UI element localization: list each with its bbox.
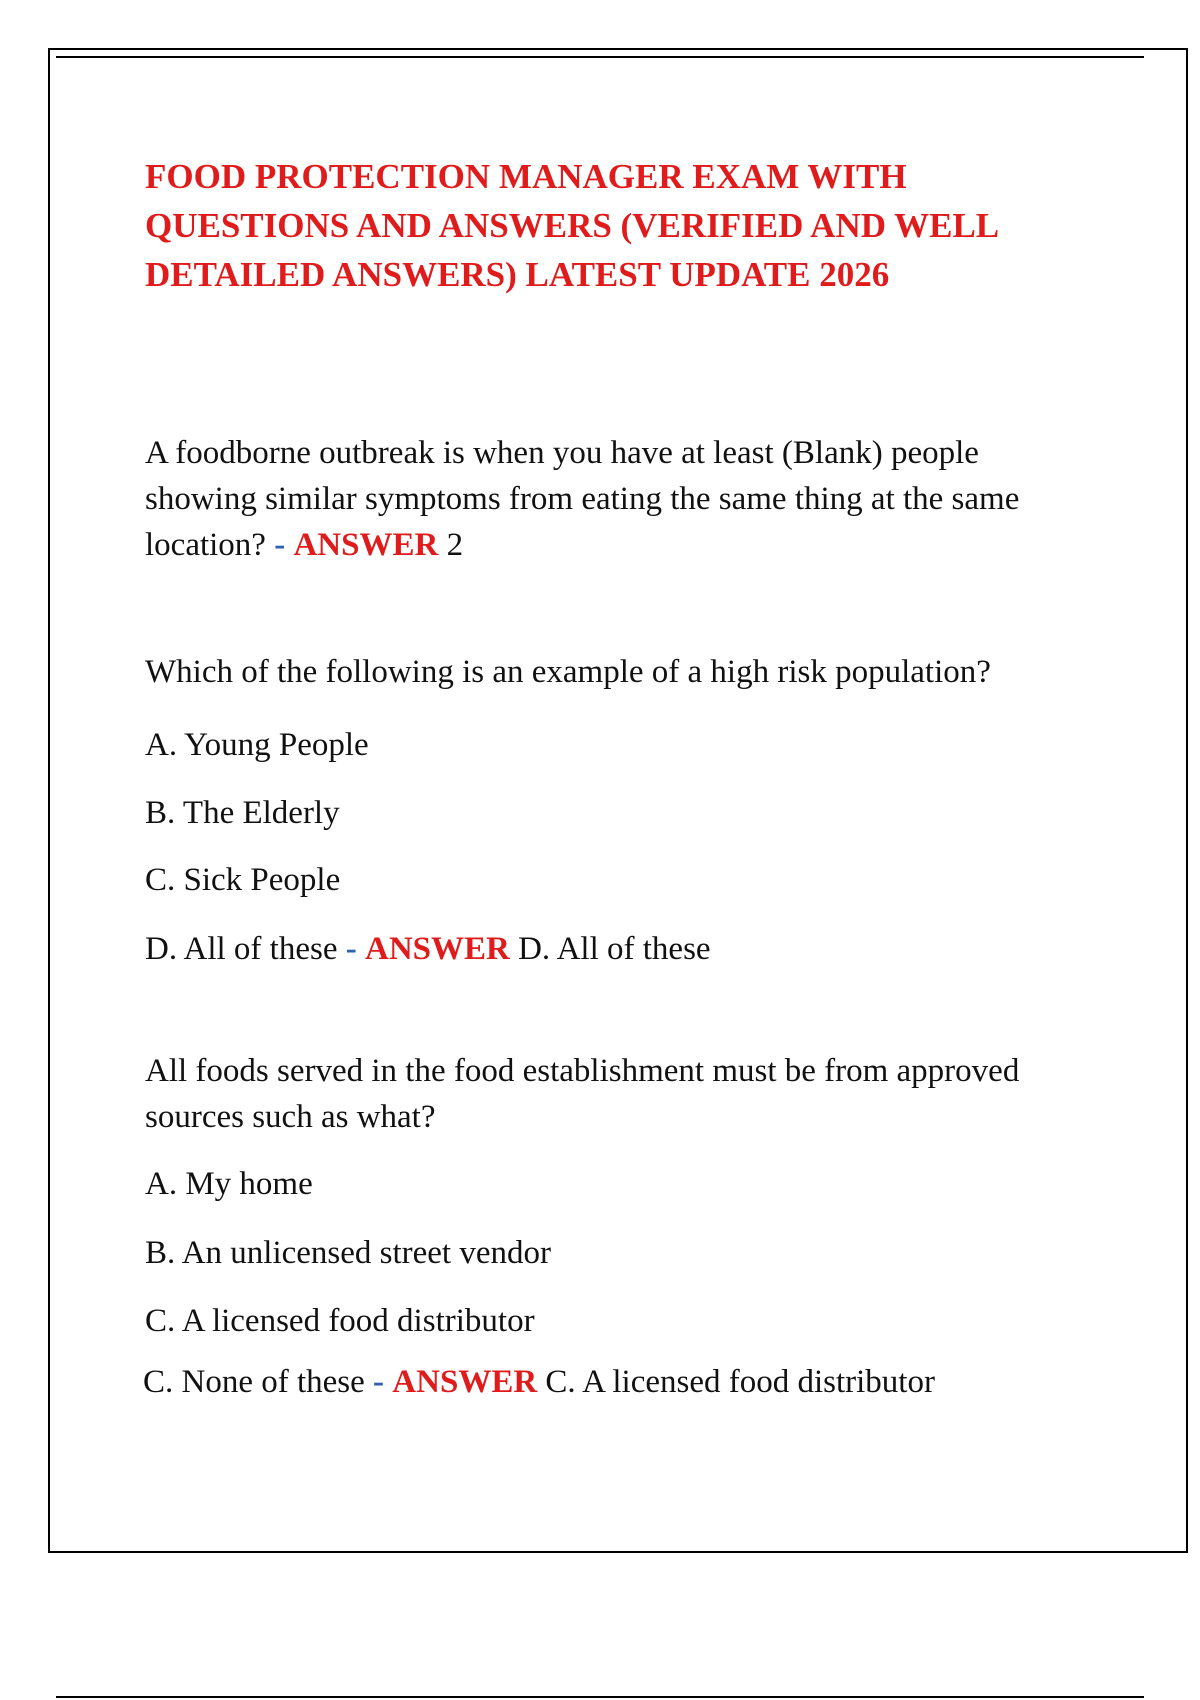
question-3-option-a: A. My home [145, 1166, 313, 1202]
answer-label: ANSWER [293, 527, 439, 563]
question-2-option-b: B. The Elderly [145, 795, 340, 831]
document-title: FOOD PROTECTION MANAGER EXAM WITH QUESTIONS AND ANSWERS (VERIFIED AND WELL DETAILED ANSWERS) LATEST UPDATE 2026 [145, 157, 998, 294]
question-2-option-a: A. Young People [145, 727, 369, 763]
top-rule [56, 56, 1144, 58]
question-1 [145, 430, 1085, 568]
bottom-rule [56, 1696, 1144, 1698]
question-3-option-c: C. A licensed food distributor [145, 1303, 535, 1339]
answer-label: ANSWER [364, 931, 510, 967]
answer-separator: - [373, 1364, 385, 1400]
answer-separator: - [274, 527, 286, 563]
question-2-answer: D. All of these [518, 931, 711, 967]
question-3-answer: C. A licensed food distributor [545, 1364, 935, 1400]
question-3-text: All foods served in the food establishment must be from approved sources such as what? [145, 1053, 1020, 1135]
question-2-text: Which of the following is an example of a high risk population? [145, 654, 991, 690]
question-2-option-d-text: D. All of these [145, 931, 338, 967]
question-3-option-d-text: C. None of these [143, 1364, 365, 1400]
question-2-option-d [145, 926, 711, 972]
question-1-text: A foodborne outbreak is when you have at least (Blank) people showing similar symptoms from eating the same thing at the same location? [145, 435, 1020, 563]
answer-label: ANSWER [392, 1364, 538, 1400]
answer-separator: - [345, 931, 357, 967]
question-1-answer: 2 [446, 527, 464, 563]
question-2-option-c: C. Sick People [145, 862, 341, 898]
question-3-option-b: B. An unlicensed street vendor [145, 1235, 551, 1271]
question-3-option-d [143, 1359, 935, 1405]
